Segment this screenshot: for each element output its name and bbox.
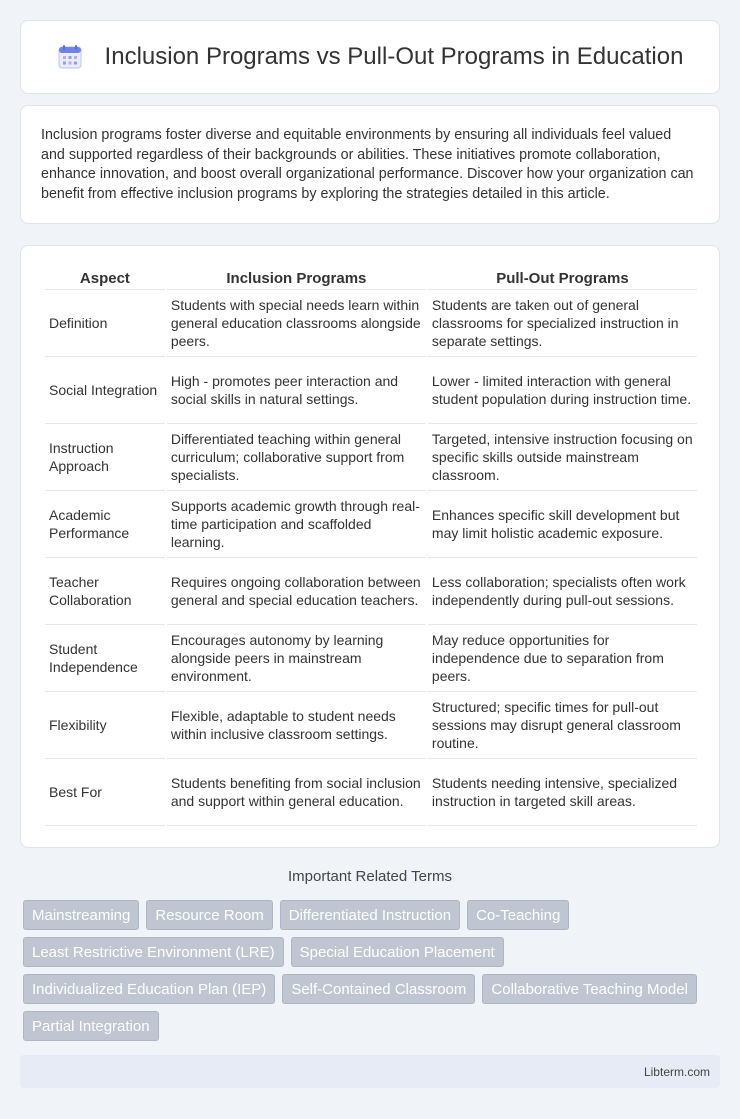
related-terms-list	[23, 900, 717, 1041]
related-term-tag[interactable]: Partial Integration	[23, 1011, 159, 1041]
inclusion-cell: Encourages autonomy by learning alongside peers in mainstream environment.	[167, 625, 426, 692]
footer-site-link[interactable]: Libterm.com	[643, 1064, 710, 1079]
related-term-tag[interactable]: Least Restrictive Environment (LRE)	[23, 937, 284, 967]
table-row	[45, 625, 697, 692]
calendar-grid-icon	[57, 44, 83, 70]
pull-out-cell: May reduce opportunities for independence due to separation from peers.	[428, 625, 697, 692]
related-term-tag[interactable]: Special Education Placement	[291, 937, 504, 967]
aspect-cell: Academic Performance	[45, 491, 165, 558]
table-row	[45, 759, 697, 826]
header	[21, 21, 719, 93]
inclusion-cell: Differentiated teaching within general curriculum; collaborative support from specialists.	[167, 424, 426, 491]
table-row	[45, 424, 697, 491]
related-term-tag[interactable]: Mainstreaming	[23, 900, 139, 930]
table-header-row	[45, 266, 697, 290]
aspect-cell: Instruction Approach	[45, 424, 165, 491]
aspect-cell: Flexibility	[45, 692, 165, 759]
inclusion-cell: Flexible, adaptable to student needs within inclusive classroom settings.	[167, 692, 426, 759]
page-title: Inclusion Programs vs Pull-Out Programs in Education	[104, 43, 684, 70]
related-term-tag[interactable]: Collaborative Teaching Model	[482, 974, 697, 1004]
table-row	[45, 558, 697, 625]
inclusion-cell: Supports academic growth through real-time participation and scaffolded learning.	[167, 491, 426, 558]
related-term-tag[interactable]: Individualized Education Plan (IEP)	[23, 974, 275, 1004]
aspect-cell: Teacher Collaboration	[45, 558, 165, 625]
related-term-tag[interactable]: Co-Teaching	[467, 900, 569, 930]
table-row	[45, 290, 697, 357]
inclusion-cell: Students with special needs learn within general education classrooms alongside peers.	[167, 290, 426, 357]
aspect-cell: Social Integration	[45, 357, 165, 424]
related-term-tag[interactable]: Differentiated Instruction	[280, 900, 460, 930]
pull-out-cell: Targeted, intensive instruction focusing on specific skills outside mainstream classroom.	[428, 424, 697, 491]
comparison-table	[43, 266, 699, 826]
column-header-pull-out: Pull-Out Programs	[428, 266, 697, 290]
related-terms-title: Important Related Terms	[288, 868, 452, 885]
intro-card	[20, 105, 720, 224]
inclusion-cell: Students benefiting from social inclusion and support within general education.	[167, 759, 426, 826]
table-row	[45, 491, 697, 558]
pull-out-cell: Enhances specific skill development but may limit holistic academic exposure.	[428, 491, 697, 558]
pull-out-cell: Lower - limited interaction with general student population during instruction time.	[428, 357, 697, 424]
pull-out-cell: Structured; specific times for pull-out sessions may disrupt general classroom routine.	[428, 692, 697, 759]
header-card	[20, 20, 720, 94]
aspect-cell: Student Independence	[45, 625, 165, 692]
related-term-tag[interactable]: Resource Room	[146, 900, 272, 930]
column-header-aspect: Aspect	[45, 266, 165, 290]
aspect-cell: Best For	[45, 759, 165, 826]
aspect-cell: Definition	[45, 290, 165, 357]
inclusion-cell: High - promotes peer interaction and social skills in natural settings.	[167, 357, 426, 424]
pull-out-cell: Less collaboration; specialists often work independently during pull-out sessions.	[428, 558, 697, 625]
inclusion-cell: Requires ongoing collaboration between general and special education teachers.	[167, 558, 426, 625]
column-header-inclusion: Inclusion Programs	[167, 266, 426, 290]
pull-out-cell: Students are taken out of general classrooms for specialized instruction in separate settings.	[428, 290, 697, 357]
table-row	[45, 357, 697, 424]
pull-out-cell: Students needing intensive, specialized instruction in targeted skill areas.	[428, 759, 697, 826]
footer	[20, 1055, 720, 1088]
table-row	[45, 692, 697, 759]
intro-paragraph: Inclusion programs foster diverse and equitable environments by ensuring all individuals feel valued and supported regardless of their backgrounds or abilities. These initiatives promote collaboration, enhance innovation, and boost overall organizational performance. Discover how your organization can benefit from effective inclusion programs by exploring the strategies detailed in this article.	[41, 127, 694, 202]
comparison-card	[20, 245, 720, 848]
related-term-tag[interactable]: Self-Contained Classroom	[282, 974, 475, 1004]
